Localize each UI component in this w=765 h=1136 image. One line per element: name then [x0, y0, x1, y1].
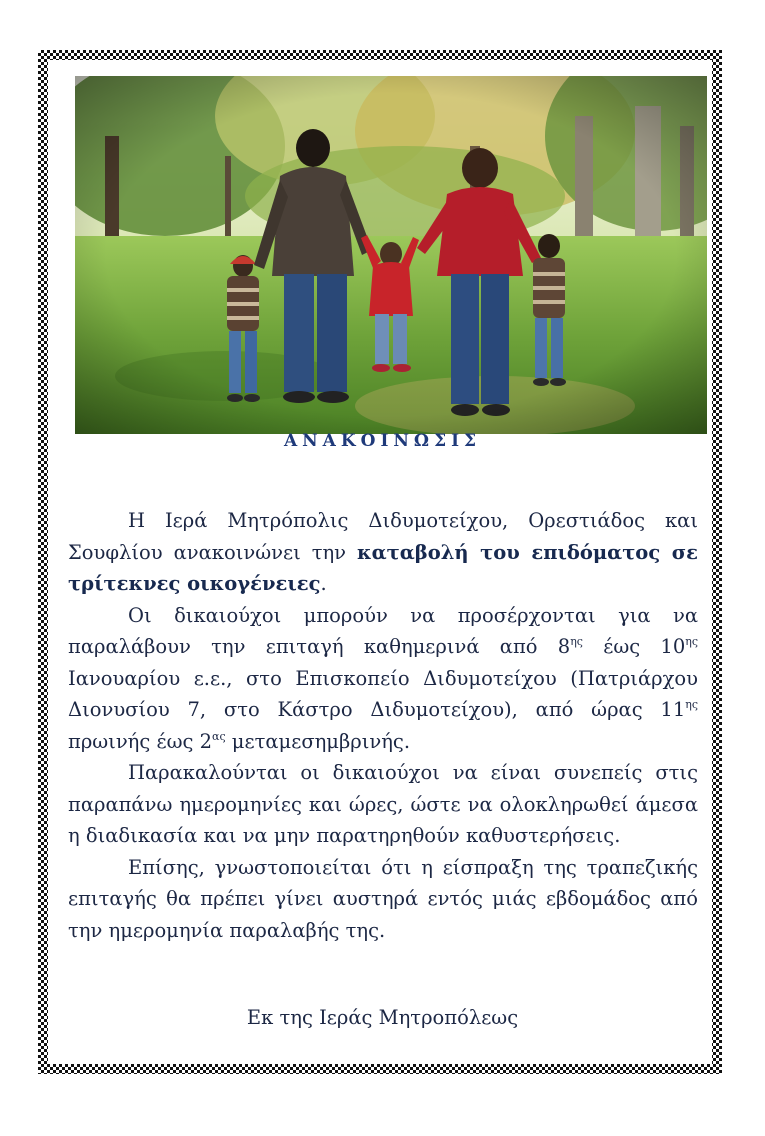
paragraph-2-part1: Οι δικαιούχοι μπορούν να προσέρχονται για να παραλάβουν την επιταγή καθημερινά από 8 [68, 603, 698, 658]
ordinal-superscript: ης [570, 635, 583, 648]
paragraph-2 [68, 600, 698, 758]
paragraph-1-bold: καταβολή του επιδόματος σε τρίτεκνες οικογένειες [68, 540, 698, 595]
signature-line: Εκ της Ιεράς Μητροπόλεως [246, 1006, 519, 1029]
family-park-photo [75, 76, 707, 434]
ordinal-superscript: ης [685, 635, 699, 648]
announcement-body [68, 505, 698, 946]
paragraph-2-part4: πρωινής έως 2 [68, 729, 213, 753]
paragraph-1-text: Η Ιερά Μητρόπολις Διδυμοτείχου, Ορεστιάδος και Σουφλίου ανακοινώνει την [68, 509, 698, 564]
ordinal-superscript: ης [685, 698, 698, 711]
announcement-heading: ΑΝΑΚΟΙΝΩΣΙΣ [283, 431, 482, 451]
paragraph-4: Επίσης, γνωστοποιείται ότι η είσπραξη της τραπεζικής επιταγής θα πρέπει γίνει αυστηρά εντός μιάς εβδομάδος από την ημερομηνία παραλαβής της. [68, 855, 698, 942]
paragraph-2-part5: μεταμεσημβρινής. [225, 729, 411, 753]
ordinal-superscript: ας [212, 729, 226, 743]
paragraph-1-end: . [320, 572, 327, 595]
paragraph-2-part3: Ιανουαρίου ε.ε., στο Επισκοπείο Διδυμοτείχου (Πατριάρχου Διονυσίου 7, στο Κάστρο Διδυμοτείχου), από ώρας 11 [68, 666, 698, 721]
paragraph-1 [68, 505, 698, 600]
paragraph-3: Παρακαλούνται οι δικαιούχοι να είναι συνεπείς στις παραπάνω ημερομηνίες και ώρες, ώστε να ολοκληρωθεί άμεσα η διαδικασία και να μην παρατηρηθούν καθυστερήσεις. [68, 761, 698, 847]
paragraph-2-part2: έως 10 [582, 635, 686, 658]
